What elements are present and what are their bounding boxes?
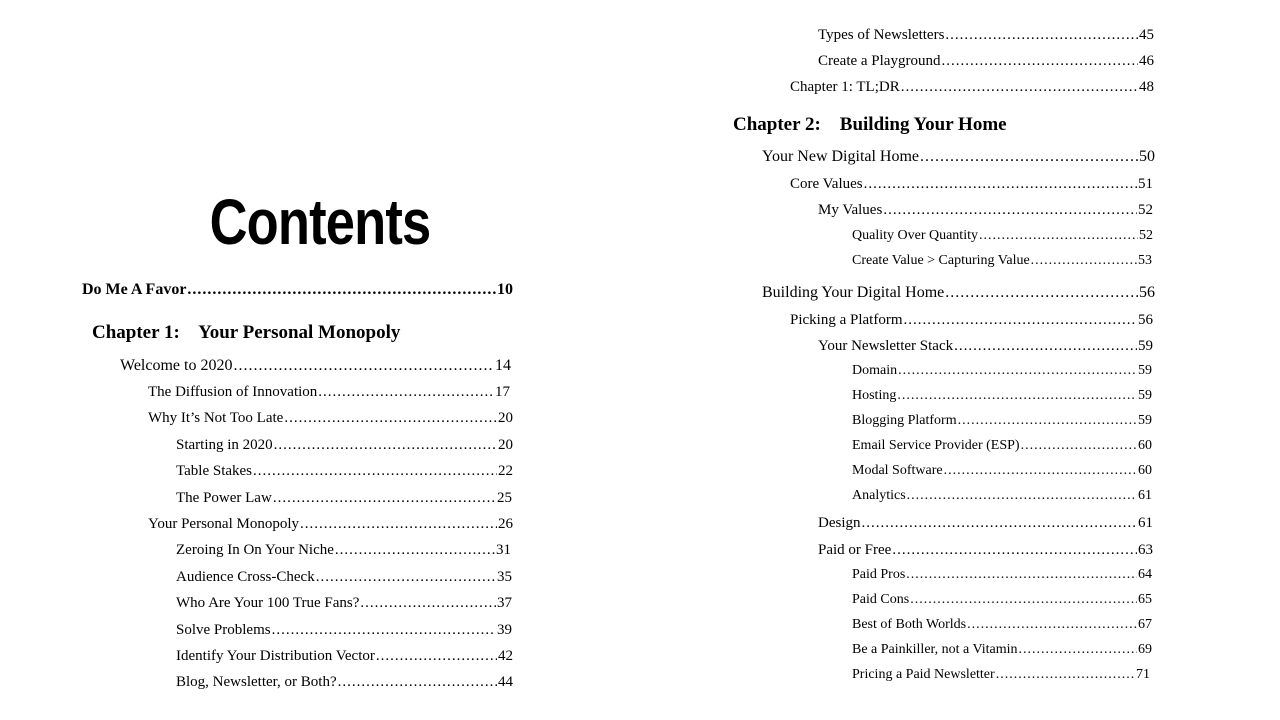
dot-leader [944, 461, 1137, 481]
toc-entry-do-me-a-favor[interactable] [82, 280, 513, 300]
dot-leader [892, 540, 1137, 560]
dot-leader [941, 51, 1138, 71]
toc-entry-page: 56 [1138, 312, 1153, 328]
dot-leader [862, 513, 1138, 533]
toc-entry[interactable] [852, 486, 1152, 506]
toc-entry-page: 17 [495, 384, 510, 400]
toc-entry-page: 59 [1138, 413, 1152, 428]
toc-entry[interactable] [790, 310, 1153, 330]
toc-entry-page: 71 [1136, 667, 1150, 682]
toc-entry-page: 59 [1138, 338, 1153, 354]
toc-entry-page: 67 [1138, 617, 1152, 632]
toc-entry-page: 37 [497, 595, 512, 611]
dot-leader [954, 336, 1137, 356]
toc-entry-page: 25 [497, 490, 512, 506]
dot-leader [376, 646, 497, 666]
dot-leader [1019, 640, 1137, 660]
dot-leader [335, 540, 495, 560]
chapter-1-heading: Chapter 1: Your Personal Monopoly [92, 322, 401, 343]
toc-entry-label: Paid Pros [852, 567, 906, 582]
toc-entry-page: 52 [1138, 202, 1153, 218]
toc-entry-label: Your Personal Monopoly [148, 516, 299, 532]
toc-entry[interactable] [120, 356, 511, 376]
toc-entry-page: 35 [497, 569, 512, 585]
toc-entry-label: Building Your Digital Home [762, 284, 945, 301]
toc-entry[interactable] [818, 513, 1153, 533]
toc-entry-page: 61 [1138, 515, 1153, 531]
toc-entry[interactable] [852, 565, 1152, 585]
dot-leader [979, 226, 1138, 246]
toc-entry[interactable] [762, 283, 1155, 303]
toc-entry[interactable] [176, 435, 513, 455]
toc-entry-page: 39 [497, 622, 512, 638]
toc-entry[interactable] [176, 461, 513, 481]
toc-entry-label: Picking a Platform [790, 312, 903, 328]
dot-leader [904, 310, 1138, 330]
toc-entry-page: 22 [498, 463, 513, 479]
dot-leader [920, 147, 1138, 167]
toc-entry-page: 26 [498, 516, 513, 532]
toc-entry-label: Analytics [852, 488, 906, 503]
toc-entry-label: Chapter 1: TL;DR [790, 79, 900, 95]
dot-leader [901, 77, 1138, 97]
toc-entry-label: My Values [818, 202, 883, 218]
toc-entry-page: 20 [498, 437, 513, 453]
toc-entry[interactable] [790, 77, 1154, 97]
toc-entry-label: Quality Over Quantity [852, 228, 978, 243]
toc-entry-page: 44 [498, 674, 513, 690]
toc-entry-page: 64 [1138, 567, 1152, 582]
toc-entry[interactable] [148, 408, 513, 428]
toc-entry-label: Zeroing In On Your Niche [176, 542, 334, 558]
dot-leader [967, 615, 1137, 635]
toc-entry-label: Hosting [852, 388, 897, 403]
toc-entry[interactable] [852, 226, 1153, 246]
toc-entry-page: 42 [498, 648, 513, 664]
toc-entry-page: 10 [497, 281, 513, 298]
toc-entry-label: Starting in 2020 [176, 437, 273, 453]
toc-entry-label: Audience Cross-Check [176, 569, 315, 585]
toc-entry[interactable] [176, 646, 513, 666]
dot-leader [958, 411, 1137, 431]
toc-entry[interactable] [176, 567, 512, 587]
toc-entry-label: Email Service Provider (ESP) [852, 438, 1020, 453]
toc-entry[interactable] [818, 25, 1154, 45]
toc-entry[interactable] [852, 386, 1152, 406]
dot-leader [1021, 436, 1137, 456]
toc-entry-page: 20 [498, 410, 513, 426]
chapter-2-heading: Chapter 2: Building Your Home [733, 114, 1007, 135]
toc-entry-label: Paid or Free [818, 542, 892, 558]
right-page [640, 0, 1280, 720]
dot-leader [906, 565, 1137, 585]
toc-entry[interactable] [852, 251, 1152, 271]
toc-entry[interactable] [762, 147, 1155, 167]
toc-entry-label: Paid Cons [852, 592, 910, 607]
toc-entry-label: Table Stakes [176, 463, 253, 479]
dot-leader [864, 174, 1137, 194]
toc-entry-page: 56 [1139, 284, 1155, 301]
toc-entry-label: Be a Painkiller, not a Vitamin [852, 642, 1018, 657]
dot-leader [883, 200, 1137, 220]
toc-entry-page: 48 [1139, 79, 1154, 95]
toc-entry-page: 60 [1138, 463, 1152, 478]
dot-leader [284, 408, 497, 428]
toc-entry[interactable] [176, 540, 511, 560]
toc-entry-page: 59 [1138, 363, 1152, 378]
toc-entry-page: 31 [496, 542, 511, 558]
toc-entry-page: 60 [1138, 438, 1152, 453]
dot-leader [318, 382, 494, 402]
dot-leader [316, 567, 496, 587]
toc-entry[interactable] [790, 174, 1153, 194]
toc-entry[interactable] [818, 200, 1153, 220]
toc-entry-label: Domain [852, 363, 898, 378]
dot-leader [897, 386, 1137, 406]
toc-entry-label: Solve Problems [176, 622, 271, 638]
toc-entry-label: Identify Your Distribution Vector [176, 648, 375, 664]
toc-entry[interactable] [852, 361, 1152, 381]
dot-leader [272, 620, 496, 640]
dot-leader [1031, 251, 1137, 271]
toc-entry-page: 69 [1138, 642, 1152, 657]
dot-leader [910, 590, 1137, 610]
dot-leader [274, 435, 497, 455]
dot-leader [253, 461, 497, 481]
toc-entry-page: 63 [1138, 542, 1153, 558]
toc-entry[interactable] [176, 672, 513, 692]
toc-entry-label: Welcome to 2020 [120, 357, 233, 374]
toc-entry-label: Your Newsletter Stack [818, 338, 954, 354]
dot-leader [273, 488, 496, 508]
toc-entry[interactable] [148, 382, 510, 402]
toc-entry-label: Who Are Your 100 True Fans? [176, 595, 360, 611]
toc-entry[interactable] [818, 336, 1153, 356]
toc-entry-label: Design [818, 515, 861, 531]
toc-entry-page: 46 [1139, 53, 1154, 69]
toc-entry-label: The Diffusion of Innovation [148, 384, 318, 400]
toc-entry-page: 45 [1139, 27, 1154, 43]
dot-leader [338, 672, 497, 692]
toc-entry-label: The Power Law [176, 490, 272, 506]
toc-entry-page: 51 [1138, 176, 1153, 192]
toc-entry-page: 61 [1138, 488, 1152, 503]
toc-entry-page: 50 [1139, 148, 1155, 165]
toc-entry[interactable] [852, 615, 1152, 635]
toc-entry[interactable] [852, 640, 1152, 660]
toc-entry[interactable] [818, 540, 1153, 560]
toc-entry[interactable] [852, 461, 1152, 481]
toc-entry[interactable] [176, 593, 512, 613]
toc-entry-page: 53 [1138, 253, 1152, 268]
toc-entry-label: Create Value > Capturing Value [852, 253, 1030, 268]
toc-entry-label: Modal Software [852, 463, 943, 478]
toc-entry[interactable] [852, 665, 1150, 685]
toc-entry-label: Why It’s Not Too Late [148, 410, 284, 426]
toc-entry-label: Blogging Platform [852, 413, 957, 428]
dot-leader [187, 280, 496, 300]
toc-entry[interactable] [852, 411, 1152, 431]
toc-entry-page: 14 [495, 357, 511, 374]
toc-entry-page: 52 [1139, 228, 1153, 243]
contents-title: Contents [209, 186, 431, 258]
toc-entry-label: Create a Playground [818, 53, 941, 69]
toc-entry[interactable] [148, 514, 513, 534]
toc-entry[interactable] [818, 51, 1154, 71]
toc-entry-label: Blog, Newsletter, or Both? [176, 674, 337, 690]
toc-entry[interactable] [176, 488, 512, 508]
dot-leader [898, 361, 1137, 381]
dot-leader [945, 25, 1138, 45]
toc-entry-label: Best of Both Worlds [852, 617, 967, 632]
dot-leader [233, 356, 494, 376]
toc-entry[interactable] [852, 590, 1152, 610]
toc-entry-label: Core Values [790, 176, 863, 192]
dot-leader [996, 665, 1135, 685]
toc-entry-label: Your New Digital Home [762, 148, 920, 165]
toc-entry-label: Do Me A Favor [82, 281, 187, 298]
dot-leader [907, 486, 1137, 506]
toc-entry-page: 65 [1138, 592, 1152, 607]
toc-entry[interactable] [852, 436, 1152, 456]
toc-entry-label: Types of Newsletters [818, 27, 945, 43]
toc-entry-label: Pricing a Paid Newsletter [852, 667, 995, 682]
dot-leader [945, 283, 1138, 303]
dot-leader [360, 593, 496, 613]
toc-entry[interactable] [176, 620, 512, 640]
toc-entry-page: 59 [1138, 388, 1152, 403]
dot-leader [300, 514, 497, 534]
